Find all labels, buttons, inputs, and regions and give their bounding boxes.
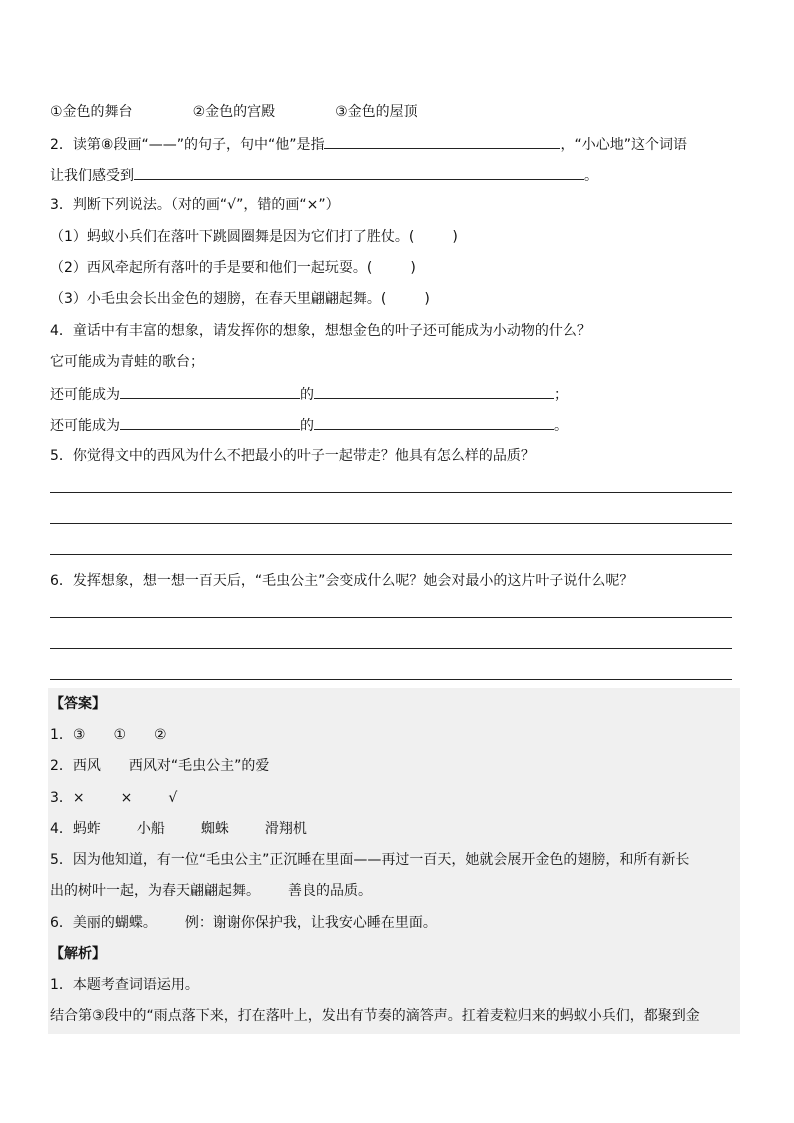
- q6-answer-line-2[interactable]: [50, 648, 732, 649]
- q4-fill-1-prefix: 还可能成为: [50, 387, 120, 403]
- q5-answer-line-2[interactable]: [50, 523, 732, 524]
- answer-line-3: [50, 788, 177, 808]
- q4-blank-2a[interactable]: [120, 414, 300, 430]
- q3-item-1-text: （1）蚂蚁小兵们在落叶下跳圆圈舞是因为它们打了胜仗。(: [50, 229, 415, 245]
- q4-fill-2-end: 。: [554, 418, 568, 434]
- q1-options: [50, 102, 418, 122]
- q4-fill-2: [50, 414, 568, 434]
- answer-line-1: [50, 725, 167, 745]
- q4-blank-1b[interactable]: [314, 383, 554, 399]
- q2-end: 。: [584, 168, 598, 184]
- q4-fill-1-end: ；: [554, 387, 568, 403]
- q1-option-2: ②金色的宫殿: [192, 104, 276, 120]
- answer-4-c: 蜘蛛: [200, 821, 229, 837]
- q2-line2-prefix: 让我们感受到: [50, 168, 134, 184]
- q3-item-3: [50, 289, 430, 309]
- q2-line-1: [50, 133, 687, 153]
- answer-3-a: 3．×: [50, 790, 85, 806]
- q6-title: 6．发挥想象，想一想一百天后，“毛虫公主”会变成什么呢？她会对最小的这片叶子说什么呢？: [50, 573, 634, 589]
- answer-3-c: √: [168, 790, 178, 806]
- q2-line-2: [50, 164, 598, 184]
- q2-blank-2[interactable]: [134, 164, 584, 180]
- answer-6-a: 出的树叶一起，为春天翩翩起舞。: [50, 883, 260, 899]
- q4-title: 4．童话中有丰富的想象，请发挥你的想象，想想金色的叶子还可能成为小动物的什么？: [50, 323, 591, 339]
- q4-blank-2b[interactable]: [314, 414, 554, 430]
- q4-fill-1-mid: 的: [300, 387, 314, 403]
- q6-answer-line-1[interactable]: [50, 617, 732, 618]
- q2-mid: ，“小心地”这个词语: [560, 137, 687, 153]
- q4-example: 它可能成为青蛙的歌台；: [50, 354, 204, 370]
- answer-3-b: ×: [120, 790, 133, 806]
- answer-line-4: [50, 819, 307, 839]
- q4-fill-2-prefix: 还可能成为: [50, 418, 120, 434]
- q3-item-2: [50, 258, 416, 278]
- q2-blank-1[interactable]: [324, 133, 560, 149]
- q1-option-1: ①金色的舞台: [50, 104, 133, 120]
- answer-line-2: [50, 756, 269, 776]
- q5-answer-line-1[interactable]: [50, 492, 732, 493]
- answer-2-b: 西风对“毛虫公主”的爱: [128, 758, 270, 774]
- answer-header: 【答案】: [50, 696, 106, 712]
- answer-line-7: [50, 913, 437, 933]
- q3-title: 3．判断下列说法。（对的画“√”，错的画“×”）: [50, 197, 340, 213]
- answer-7-a: 6．美丽的蝴蝶。: [50, 915, 157, 931]
- q3-item-1-close: ): [452, 229, 458, 245]
- analysis-line-2: 结合第③段中的“雨点落下来，打在落叶上，发出有节奏的滴答声。扛着麦粒归来的蚂蚁小兵们，都聚到金: [50, 1008, 700, 1024]
- q5-answer-line-3[interactable]: [50, 554, 732, 555]
- q3-item-2-close: ): [410, 260, 416, 276]
- q2-prefix: 2．读第⑧段画“——”的句子，句中“他”是指: [50, 137, 325, 153]
- answer-6-b: 善良的品质。: [288, 883, 372, 899]
- answer-7-b: 例：谢谢你保护我，让我安心睡在里面。: [184, 915, 437, 931]
- answer-1-a: 1．③: [50, 727, 86, 743]
- answer-line-5: [50, 850, 689, 870]
- answer-1-c: ②: [154, 727, 167, 743]
- q4-fill-2-mid: 的: [300, 418, 314, 434]
- answer-4-a: 4．蚂蚱: [50, 821, 101, 837]
- q3-item-3-close: ): [424, 291, 430, 307]
- answer-5-a: 5．因为他知道，有一位“毛虫公主”正沉睡在里面——再过一百天，她就会展开金色的翅膀，和所有新长: [50, 852, 690, 868]
- answer-2-a: 2．西风: [50, 758, 101, 774]
- q6-answer-line-3[interactable]: [50, 679, 732, 680]
- answer-line-6: [50, 881, 372, 901]
- answer-4-b: 小船: [136, 821, 165, 837]
- q3-item-1: [50, 227, 458, 247]
- q5-title: 5．你觉得文中的西风为什么不把最小的叶子一起带走？他具有怎么样的品质？: [50, 448, 535, 464]
- answer-4-d: 滑翔机: [264, 821, 307, 837]
- analysis-header: 【解析】: [50, 946, 106, 962]
- q1-option-3: ③金色的屋顶: [335, 104, 418, 120]
- q4-fill-1: [50, 383, 568, 403]
- q3-item-2-text: （2）西风牵起所有落叶的手是要和他们一起玩耍。(: [50, 260, 373, 276]
- answer-1-b: ①: [113, 727, 127, 743]
- q3-item-3-text: （3）小毛虫会长出金色的翅膀，在春天里翩翩起舞。(: [50, 291, 387, 307]
- q4-blank-1a[interactable]: [120, 383, 300, 399]
- analysis-line-1: 1．本题考查词语运用。: [50, 977, 199, 993]
